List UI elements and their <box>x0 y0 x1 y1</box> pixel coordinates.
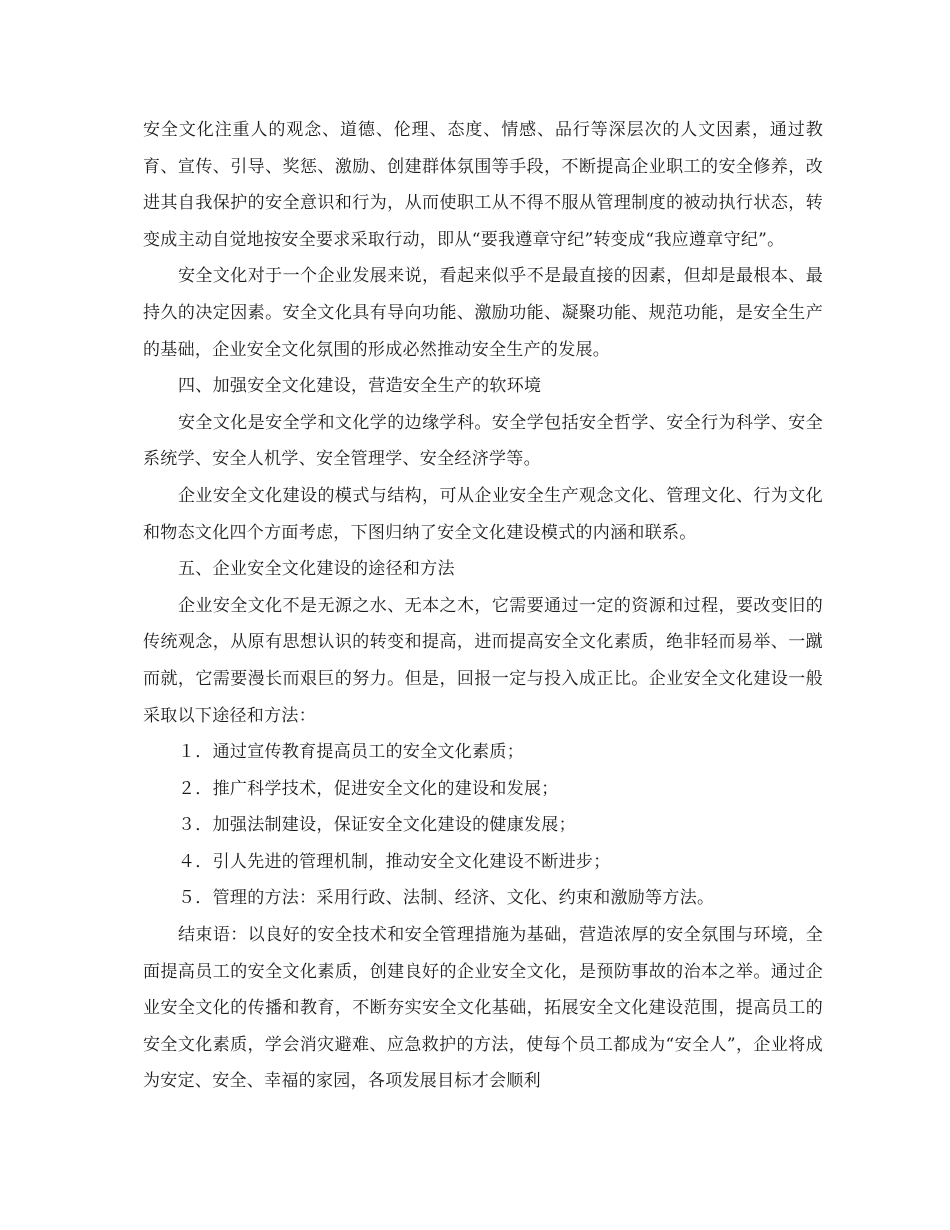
list-item: ４．引人先进的管理机制，推动安全文化建设不断进步； <box>178 851 611 872</box>
paragraph-intro: 安全文化注重人的观念、道德、伦理、态度、情感、品行等深层次的人文因素，通过教育、宣传、引导、奖惩、激励、创建群体氛围等手段，不断提高企业职工的安全修养，改进其自我保护的安全意识和行为，从而使职工从不得不服从管理制度的被动执行状态，转变成主动自觉地按安全要求采取行动，即从“要我遵章守纪”转变成“我应遵章守纪”。 <box>143 120 823 250</box>
list-item: １．通过宣传教育提高员工的安全文化素质； <box>178 742 524 763</box>
paragraph-discipline: 安全文化是安全学和文化学的边缘学科。安全学包括安全哲学、安全行为科学、安全系统学、安全人机学、安全管理学、安全经济学等。 <box>143 412 823 470</box>
section-heading-four: 四、加强安全文化建设，营造安全生产的软环境 <box>178 376 542 397</box>
paragraph-conclusion: 结束语：以良好的安全技术和安全管理措施为基础，营造浓厚的安全氛围与环境，全面提高员工的安全文化素质，创建良好的企业安全文化，是预防事故的治本之举。通过企业安全文化的传播和教育，不断夯实安全文化基础，拓展安全文化建设范围，提高员工的安全文化素质，学会消灾避难、应急救护的方法，使每个员工都成为“安全人”，企业将成为安定、安全、幸福的家园，各项发展目标才会顺利 <box>143 925 823 1092</box>
list-item: ３．加强法制建设，保证安全文化建设的健康发展； <box>178 815 576 836</box>
section-heading-five: 五、企业安全文化建设的途径和方法 <box>178 559 455 580</box>
paragraph-importance: 安全文化对于一个企业发展来说，看起来似乎不是最直接的因素，但却是最根本、最持久的决定因素。安全文化具有导向功能、激励功能、凝聚功能、规范功能，是安全生产的基础，企业安全文化氛围的形成必然推动安全生产的发展。 <box>143 266 823 360</box>
paragraph-model: 企业安全文化建设的模式与结构，可从企业安全生产观念文化、管理文化、行为文化和物态文化四个方面考虑，下图归纳了安全文化建设模式的内涵和联系。 <box>143 485 823 543</box>
document-body <box>143 112 823 1100</box>
paragraph-approach: 企业安全文化不是无源之水、无本之木，它需要通过一定的资源和过程，要改变旧的传统观念，从原有思想认识的转变和提高，进而提高安全文化素质，绝非轻而易举、一蹴而就，它需要漫长而艰巨的努力。但是，回报一定与投入成正比。企业安全文化建设一般采取以下途径和方法： <box>143 595 823 726</box>
list-item: ５．管理的方法：采用行政、法制、经济、文化、约束和激励等方法。 <box>178 888 715 909</box>
list-item: ２．推广科学技术，促进安全文化的建设和发展； <box>178 778 559 799</box>
